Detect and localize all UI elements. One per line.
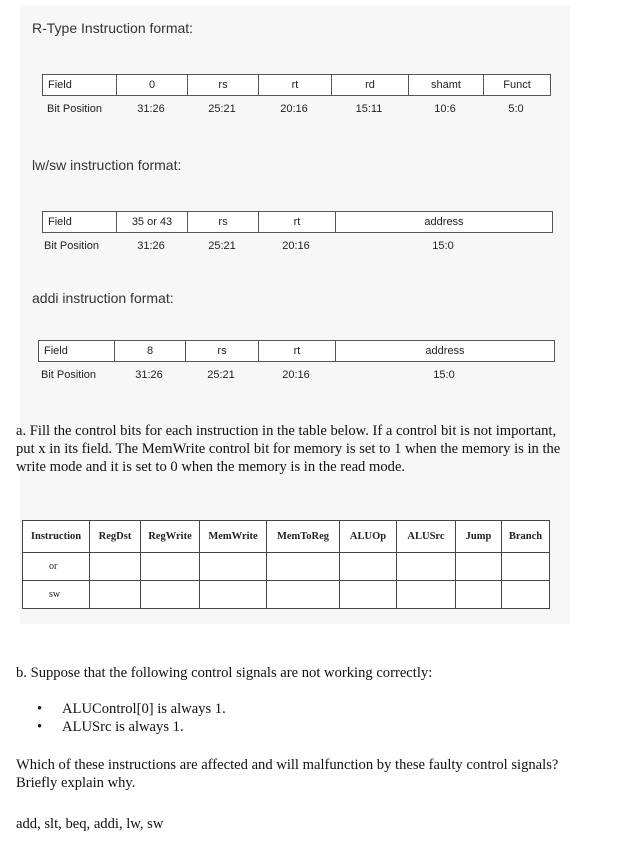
cell-aluop[interactable] (340, 553, 397, 581)
addi-bit-opcode: 31:26 (135, 369, 163, 381)
cell-alusrc[interactable] (397, 553, 456, 581)
rtype-bit-shamt: 10:6 (434, 103, 456, 115)
rtype-field-label: Field (48, 79, 72, 91)
lwsw-bit-opcode: 31:26 (137, 240, 165, 252)
cell-branch[interactable] (502, 581, 550, 609)
header-branch: Branch (502, 521, 550, 553)
row-instruction-or: or (23, 553, 90, 581)
header-instruction: Instruction (23, 521, 90, 553)
cell-branch[interactable] (502, 553, 550, 581)
rtype-bit-rd: 15:11 (355, 103, 383, 115)
header-aluop: ALUOp (340, 521, 397, 553)
header-jump: Jump (456, 521, 502, 553)
cell-regwrite[interactable] (141, 553, 200, 581)
addi-field-opcode: 8 (146, 345, 154, 357)
addi-field-rs: rs (217, 345, 227, 357)
rtype-field-shamt: shamt (431, 79, 461, 91)
addi-heading: addi instruction format: (32, 290, 174, 306)
header-memwrite: MemWrite (200, 521, 267, 553)
list-item: • ALUSrc is always 1. (37, 719, 184, 735)
control-table (22, 520, 550, 609)
part-b-text: b. Suppose that the following control signals are not working correctly: (16, 665, 433, 681)
lwsw-bit-label: Bit Position (44, 240, 100, 252)
lwsw-field-opcode: 35 or 43 (131, 216, 173, 228)
addi-field-rt: rt (293, 345, 301, 357)
rtype-bit-label: Bit Position (47, 103, 103, 115)
lwsw-bit-row (42, 240, 553, 254)
cell-memwrite[interactable] (200, 553, 267, 581)
bullet-icon: • (37, 701, 43, 717)
control-table-header-row (23, 521, 550, 553)
part-b-question: Which of these instructions are affected and will malfunction by these faulty control signals? Briefly explain why. (16, 757, 559, 791)
rtype-field-rt: rt (291, 79, 299, 91)
lwsw-heading: lw/sw instruction format: (32, 157, 182, 173)
addi-bit-row (38, 369, 555, 383)
rtype-bit-rs: 25:21 (208, 103, 236, 115)
rtype-bit-opcode: 31:26 (137, 103, 165, 115)
rtype-bit-rt: 20:16 (280, 103, 308, 115)
addi-bit-rt: 20:16 (282, 369, 310, 381)
table-row (23, 553, 550, 581)
lwsw-field-address: address (424, 216, 464, 228)
rtype-field-box (42, 74, 551, 96)
cell-memwrite[interactable] (200, 581, 267, 609)
lwsw-bit-address: 15:0 (432, 240, 454, 252)
row-instruction-sw: sw (23, 581, 90, 609)
addi-field-address: address (425, 345, 465, 357)
cell-memtoreg[interactable] (267, 581, 340, 609)
cell-regwrite[interactable] (141, 581, 200, 609)
cell-aluop[interactable] (340, 581, 397, 609)
rtype-bit-row (42, 103, 551, 117)
rtype-field-opcode: 0 (148, 79, 156, 91)
cell-jump[interactable] (456, 553, 502, 581)
lwsw-bit-rs: 25:21 (208, 240, 236, 252)
header-alusrc: ALUSrc (397, 521, 456, 553)
addi-bit-address: 15:0 (433, 369, 455, 381)
faulty-signal-list (30, 700, 226, 736)
lwsw-field-label: Field (48, 216, 72, 228)
lwsw-bit-rt: 20:16 (282, 240, 310, 252)
header-memtoreg: MemToReg (267, 521, 340, 553)
rtype-field-funct: Funct (503, 79, 531, 91)
cell-jump[interactable] (456, 581, 502, 609)
rtype-heading: R-Type Instruction format: (32, 20, 194, 36)
addi-field-box (38, 340, 555, 362)
cell-regdst[interactable] (90, 553, 141, 581)
lwsw-field-rs: rs (218, 216, 228, 228)
addi-bit-rs: 25:21 (207, 369, 235, 381)
bullet-icon: • (37, 719, 43, 735)
rtype-field-rd: rd (365, 79, 375, 91)
instruction-list: add, slt, beq, addi, lw, sw (16, 816, 164, 832)
list-item: • ALUControl[0] is always 1. (37, 701, 226, 717)
rtype-field-rs: rs (218, 79, 228, 91)
lwsw-field-rt: rt (293, 216, 301, 228)
header-regwrite: RegWrite (141, 521, 200, 553)
part-a-text: a. Fill the control bits for each instruction in the table below. If a control bit is not important, put x in its field. The MemWrite control bit for memory is set to 1 when the memory is in the write mode and it is set to 0 when the memory is in the read mode. (16, 423, 561, 475)
table-row (23, 581, 550, 609)
lwsw-field-box (42, 211, 553, 233)
cell-memtoreg[interactable] (267, 553, 340, 581)
addi-field-label: Field (44, 345, 68, 357)
header-regdst: RegDst (90, 521, 141, 553)
cell-regdst[interactable] (90, 581, 141, 609)
cell-alusrc[interactable] (397, 581, 456, 609)
addi-bit-label: Bit Position (41, 369, 97, 381)
rtype-bit-funct: 5:0 (508, 103, 524, 115)
